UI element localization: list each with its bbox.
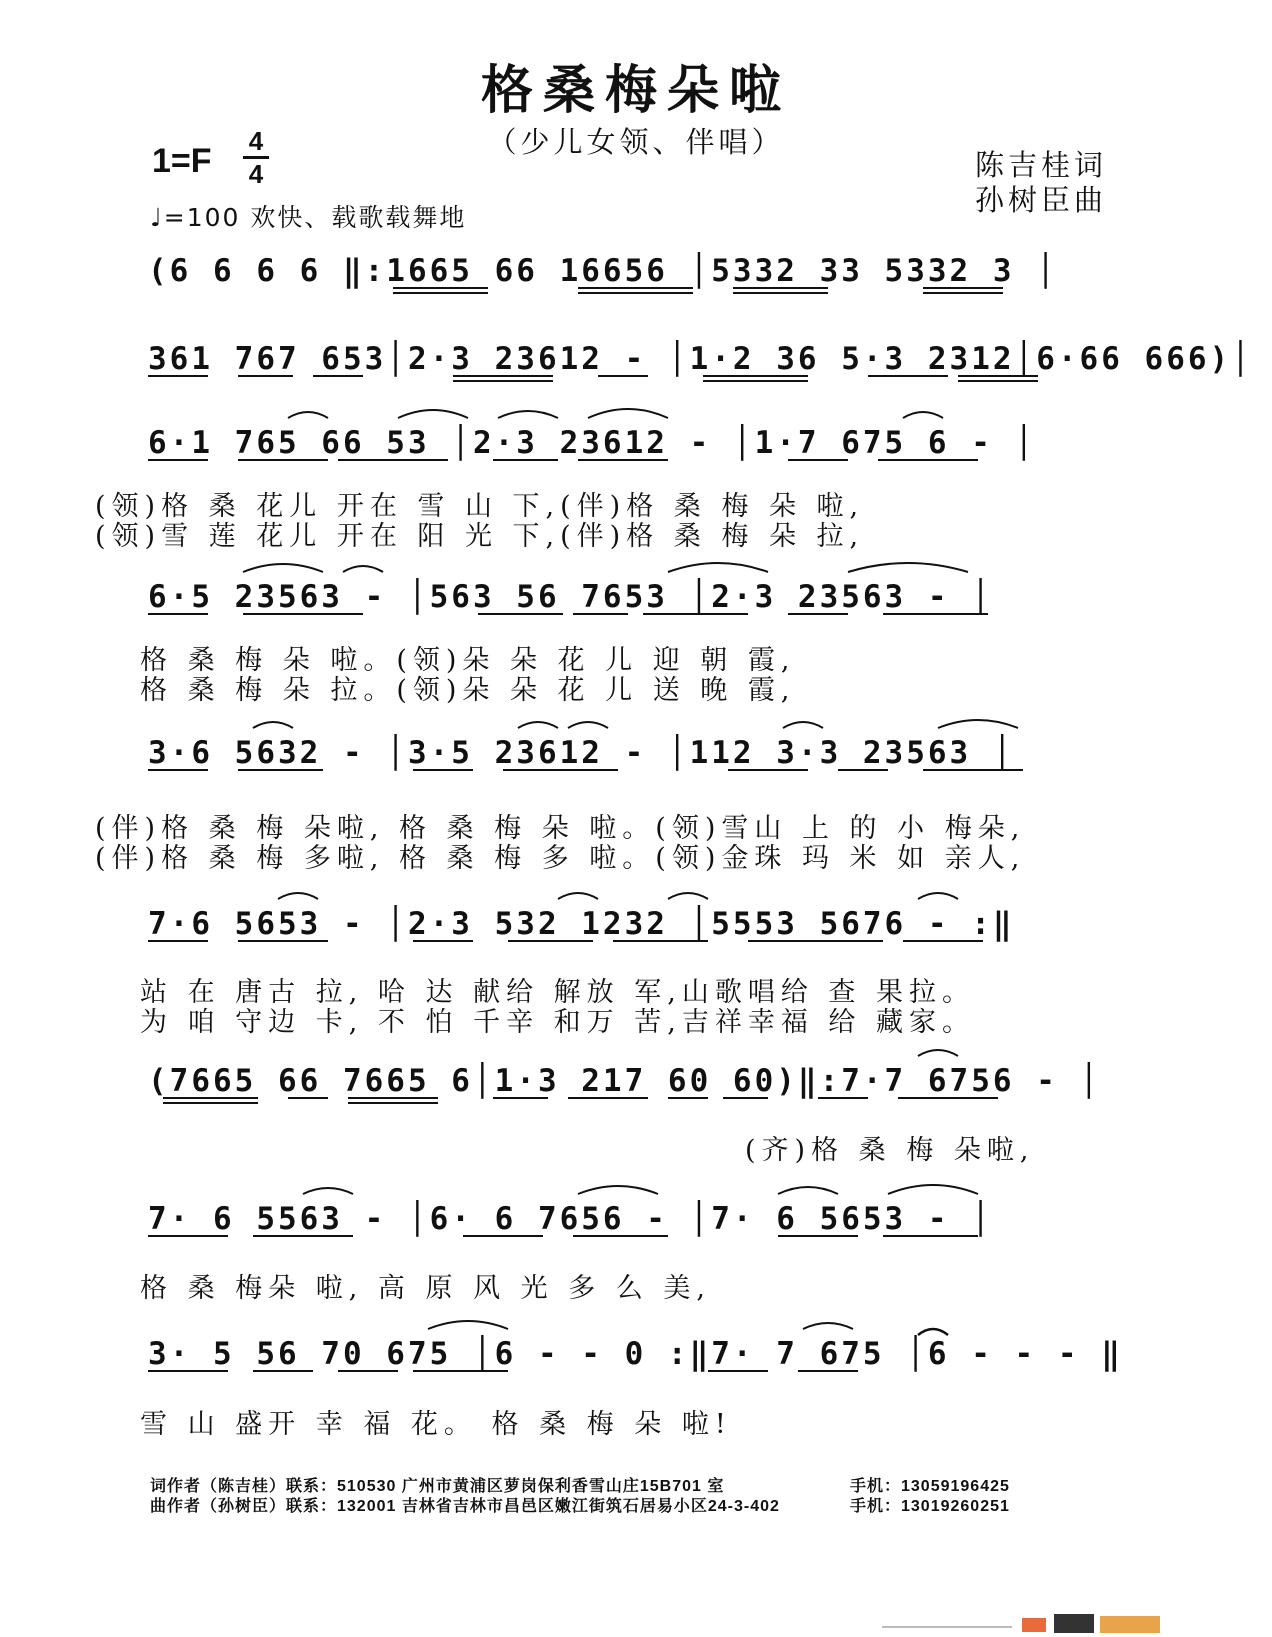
notes-line: 6·1 765 66 53 │2·3 23612 - │1·7 675 6 - │ bbox=[148, 425, 1037, 461]
score-system-2 bbox=[148, 326, 1253, 392]
lyric-line-8: 为 咱 守边 卡, 不 怕 千辛 和万 苦,吉祥幸福 给 藏家。 bbox=[140, 1007, 975, 1038]
lyric-line-10: 格 桑 梅朵 啦, 高 原 风 光 多 么 美, bbox=[140, 1273, 711, 1304]
lyric-line-11: 雪 山 盛开 幸 福 花。 格 桑 梅 朵 啦! bbox=[140, 1409, 732, 1440]
score-system-4 bbox=[148, 564, 1123, 630]
slurs-and-beams bbox=[148, 720, 1123, 786]
notes-line: 7· 6 5563 - │6· 6 7656 - │7· 6 5653 - │ bbox=[148, 1201, 993, 1237]
underline-beams bbox=[148, 238, 1123, 304]
composer-contact: 曲作者（孙树臣）联系：132001 吉林省吉林市昌邑区嫩江街筑石居易小区24-3-402 bbox=[150, 1498, 780, 1515]
notes-line: 7·6 5653 - │2·3 532 1232 │5553 5676 - :‖ bbox=[148, 906, 1015, 942]
lyric-line-2: (领)雪 莲 花儿 开在 阳 光 下,(伴)格 桑 梅 朵 拉, bbox=[95, 521, 865, 552]
time-signature-bottom: 4 bbox=[248, 159, 264, 189]
lyricist-phone: 手机：13059196425 bbox=[850, 1478, 1010, 1495]
slurs-and-beams bbox=[148, 1186, 1123, 1252]
lyric-line-6: (伴)格 桑 梅 多啦, 格 桑 梅 多 啦。(领)金珠 玛 米 如 亲人, bbox=[95, 843, 1026, 874]
lyricist-contact: 词作者（陈吉桂）联系：510530 广州市黄浦区萝岗保利香雪山庄15B701 室 bbox=[150, 1478, 725, 1495]
score-system-8 bbox=[148, 1186, 1123, 1252]
lyric-line-9: (齐)格 桑 梅 朵啦, bbox=[745, 1135, 1035, 1166]
score-system-9 bbox=[148, 1321, 1123, 1387]
lyric-line-5: (伴)格 桑 梅 朵啦, 格 桑 梅 朵 啦。(领)雪山 上 的 小 梅朵, bbox=[95, 813, 1026, 844]
score-system-3 bbox=[148, 410, 1123, 476]
slurs-and-beams bbox=[148, 891, 1123, 957]
composer-phone: 手机：13019260251 bbox=[850, 1498, 1010, 1515]
key-signature: 1=F bbox=[152, 142, 212, 180]
song-subtitle: （少儿女领、伴唱） bbox=[487, 125, 785, 159]
composer-credit: 孙树臣曲 bbox=[975, 183, 1108, 217]
score-system-5 bbox=[148, 720, 1123, 786]
notes-line: 3·6 5632 - │3·5 23612 - │112 3·3 23563 │ bbox=[148, 735, 1015, 771]
slurs-and-beams bbox=[148, 1048, 1123, 1114]
lyricist-credit: 陈吉桂词 bbox=[975, 148, 1108, 182]
slurs-and-beams bbox=[148, 1321, 1123, 1387]
notes-line: 6·5 23563 - │563 56 7653 │2·3 23563 - │ bbox=[148, 579, 993, 615]
lyric-line-1: (领)格 桑 花儿 开在 雪 山 下,(伴)格 桑 梅 朵 啦, bbox=[95, 491, 865, 522]
song-title: 格桑梅朵啦 bbox=[480, 60, 791, 121]
notes-line: (6 6 6 6 ‖:1665 66 16656 │5332 33 5332 3 │ bbox=[148, 253, 1058, 289]
notes-line: 361 767 653│2·3 23612 - │1·2 36 5·3 2312│6·66 666)│ bbox=[148, 341, 1253, 377]
time-signature bbox=[243, 128, 269, 187]
underline-beams bbox=[148, 326, 1253, 392]
lyric-line-4: 格 桑 梅 朵 拉。(领)朵 朵 花 儿 送 晚 霞, bbox=[140, 675, 796, 706]
time-signature-top: 4 bbox=[248, 126, 264, 156]
slurs-and-beams bbox=[148, 410, 1123, 476]
notes-line: (7665 66 7665 6│1·3 217 60 60)‖:7·7 6756 - │ bbox=[148, 1063, 1102, 1099]
tempo-marking: ♩=100 欢快、载歌载舞地 bbox=[150, 203, 467, 232]
score-system-7 bbox=[148, 1048, 1123, 1114]
lyric-line-7: 站 在 唐古 拉, 哈 达 献给 解放 军,山歌唱给 查 果拉。 bbox=[140, 977, 975, 1008]
score-system-6 bbox=[148, 891, 1123, 957]
slurs-and-beams bbox=[148, 564, 1123, 630]
score-system-1 bbox=[148, 238, 1123, 304]
lyric-line-3: 格 桑 梅 朵 啦。(领)朵 朵 花 儿 迎 朝 霞, bbox=[140, 645, 796, 676]
watermark-logo bbox=[872, 1604, 1272, 1633]
notes-line: 3· 5 56 70 675 │6 - - 0 :‖7· 7 675 │6 - - - ‖ bbox=[148, 1336, 1123, 1372]
